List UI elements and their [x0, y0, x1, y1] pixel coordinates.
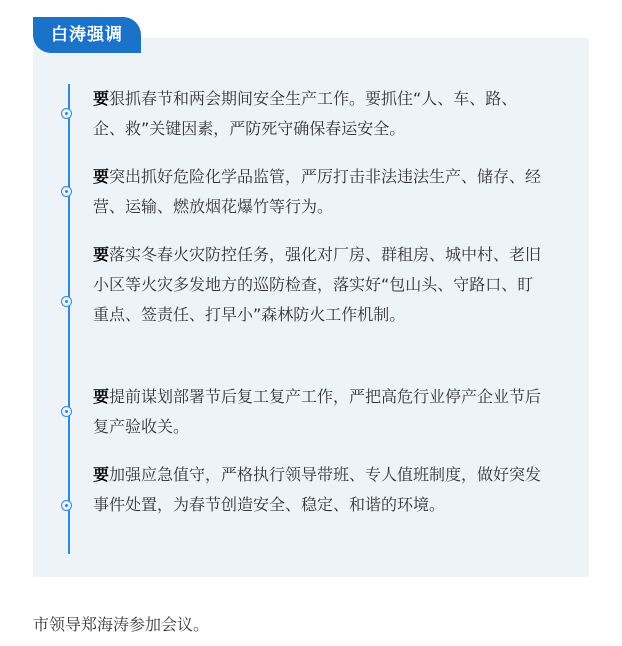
timeline-line	[68, 84, 70, 554]
timeline-dot-icon	[61, 108, 72, 119]
item-text: 突出抓好危险化学品监管，严厉打击非法违法生产、储存、经营、运输、燃放烟花爆竹等行为。	[93, 167, 542, 216]
item-lead: 要	[93, 465, 110, 484]
item-lead: 要	[93, 387, 110, 406]
item-lead: 要	[93, 167, 110, 186]
item-text: 狠抓春节和两会期间安全生产工作。要抓住“人、车、路、企、救”关键因素，严防死守确保春运安全。	[93, 89, 518, 138]
item-text: 加强应急值守，严格执行领导带班、专人值班制度，做好突发事件处置，为春节创造安全、稳定、和谐的环境。	[93, 465, 542, 514]
item-lead: 要	[93, 89, 110, 108]
list-item	[93, 460, 545, 520]
timeline-dot-icon	[61, 500, 72, 511]
list-item	[93, 382, 545, 442]
item-lead: 要	[93, 245, 110, 264]
list-item	[93, 162, 545, 222]
item-text: 落实冬春火灾防控任务，强化对厂房、群租房、城中村、老旧小区等火灾多发地方的巡防检查，落实好“包山头、守路口、盯重点、签责任、打早小”森林防火工作机制。	[93, 245, 542, 324]
item-text: 提前谋划部署节后复工复产工作，严把高危行业停产企业节后复产验收关。	[93, 387, 542, 436]
timeline-dot-icon	[61, 296, 72, 307]
timeline-dot-icon	[61, 406, 72, 417]
list-item	[93, 240, 545, 330]
list-item	[93, 84, 545, 144]
timeline-dot-icon	[61, 186, 72, 197]
footer-text: 市领导郑海涛参加会议。	[33, 615, 210, 634]
section-tag: 白涛强调	[33, 17, 141, 53]
